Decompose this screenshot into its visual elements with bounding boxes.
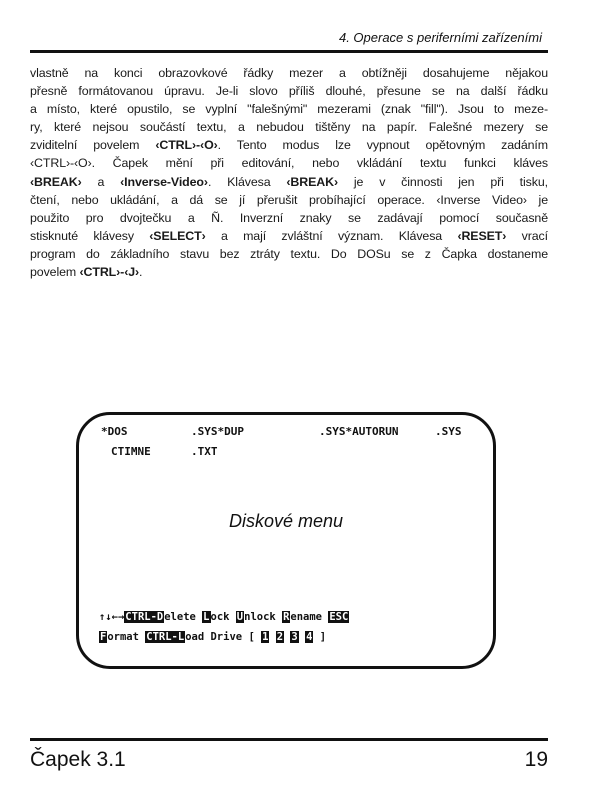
text-line	[30, 118, 548, 136]
text-line	[30, 227, 548, 245]
text-run: ‹CTRL›-‹O›. Čapek mění při editování, nebo vkládání textu funkci kláves	[30, 156, 548, 171]
lock-key: L	[203, 611, 210, 623]
format-label: ormat	[107, 631, 139, 643]
key-name: ‹CTRL›-‹J›	[79, 265, 140, 280]
file-entry: *DOS	[101, 425, 128, 438]
text-run: . Klávesa	[207, 174, 287, 189]
disk-menu-screen	[76, 412, 496, 669]
footer-title: Čapek 3.1	[30, 748, 126, 771]
format-key: F	[100, 631, 107, 643]
drive-1: 1	[262, 631, 269, 643]
bracket-open: [	[248, 631, 255, 643]
text-run: .	[139, 265, 143, 280]
text-line	[30, 209, 548, 227]
text-run: stisknuté klávesy	[30, 228, 150, 243]
text-line	[30, 64, 548, 82]
key-name: ‹CTRL›-‹O›	[155, 138, 218, 153]
text-run: vlastně na konci obrazovkové řádky mezer a obtížněji dosahujeme nějakou	[30, 66, 548, 80]
key-name: ‹Inverse-Video›	[120, 174, 208, 189]
text-run: ry, které nejsou součástí textu, a nebudou tištěny na papír. Falešné mezery se	[30, 120, 548, 135]
menu-row-commands	[99, 611, 349, 623]
key-name: ‹RESET›	[457, 228, 507, 243]
drive-2: 2	[276, 631, 284, 643]
load-drive-label: oad Drive	[185, 631, 243, 643]
file-entry: .SYS*DUP	[191, 425, 244, 438]
text-line	[30, 136, 548, 154]
text-line	[30, 191, 548, 209]
arrow-keys-icon: ↑↓←→	[99, 611, 125, 623]
key-name: ‹BREAK›	[30, 174, 82, 189]
lock-label: ock	[210, 611, 230, 623]
text-run: a místo, které opustilo, se vyplní "falešnými" mezerami (znak "fill"). Jsou to meze-	[30, 102, 548, 117]
text-line	[30, 154, 548, 172]
page-number: 19	[524, 748, 548, 771]
text-run: přesně formátovanou úpravu. Je-li slovo příliš dlouhé, přesune se na další řádku	[30, 84, 548, 99]
text-run: program do základního stavu bez ztráty textu. Do DOSu se z Čapka dostaneme	[30, 246, 548, 261]
footer-rule	[30, 738, 548, 741]
text-run: vrací	[506, 228, 548, 243]
unlock-key: U	[236, 611, 244, 623]
file-entry: .SYS	[435, 425, 462, 438]
page-header-title: 4. Operace s periferními zařízeními	[338, 30, 542, 45]
header-rule	[30, 50, 548, 53]
text-run: a	[81, 174, 121, 189]
file-entry: CTIMNE	[111, 445, 151, 458]
key-name: ‹SELECT›	[149, 228, 206, 243]
text-run: povelem	[30, 265, 80, 280]
menu-row-drive	[99, 631, 326, 643]
rename-key: R	[283, 611, 290, 623]
key-name: ‹BREAK›	[286, 174, 339, 189]
text-run: . Tento modus lze vypnout opětovným zadáním	[217, 138, 548, 153]
text-line	[30, 82, 548, 100]
text-line	[30, 263, 548, 281]
text-run: zviditelní povelem	[30, 138, 156, 153]
body-text	[30, 64, 548, 281]
esc-key: ESC	[329, 611, 349, 623]
ctrl-l-key: CTRL-L	[146, 631, 185, 643]
delete-label: elete	[164, 611, 196, 623]
drive-4: 4	[306, 631, 313, 643]
text-line	[30, 100, 548, 118]
file-entry: .TXT	[191, 445, 218, 458]
file-entry: .SYS*AUTORUN	[319, 425, 399, 438]
text-run: a mají zvláštní význam. Klávesa	[205, 228, 458, 243]
text-run: je v činnosti jen při tisku,	[338, 174, 548, 189]
text-run: použito pro dvojtečku a Ñ. Inverzní znaky se zadávají pomocí současně	[30, 210, 548, 225]
text-run: čtení, nebo ukládání, a dá se jí přerušit probíhající operace. ‹Inverse Video› je	[30, 192, 548, 207]
drive-3: 3	[291, 631, 298, 643]
unlock-label: nlock	[244, 611, 276, 623]
text-line	[30, 173, 548, 191]
rename-label: ename	[290, 611, 322, 623]
bracket-close: ]	[319, 631, 327, 643]
disk-menu-title: Diskové menu	[228, 511, 344, 531]
text-line	[30, 245, 548, 263]
ctrl-d-key: CTRL-D	[125, 611, 164, 623]
